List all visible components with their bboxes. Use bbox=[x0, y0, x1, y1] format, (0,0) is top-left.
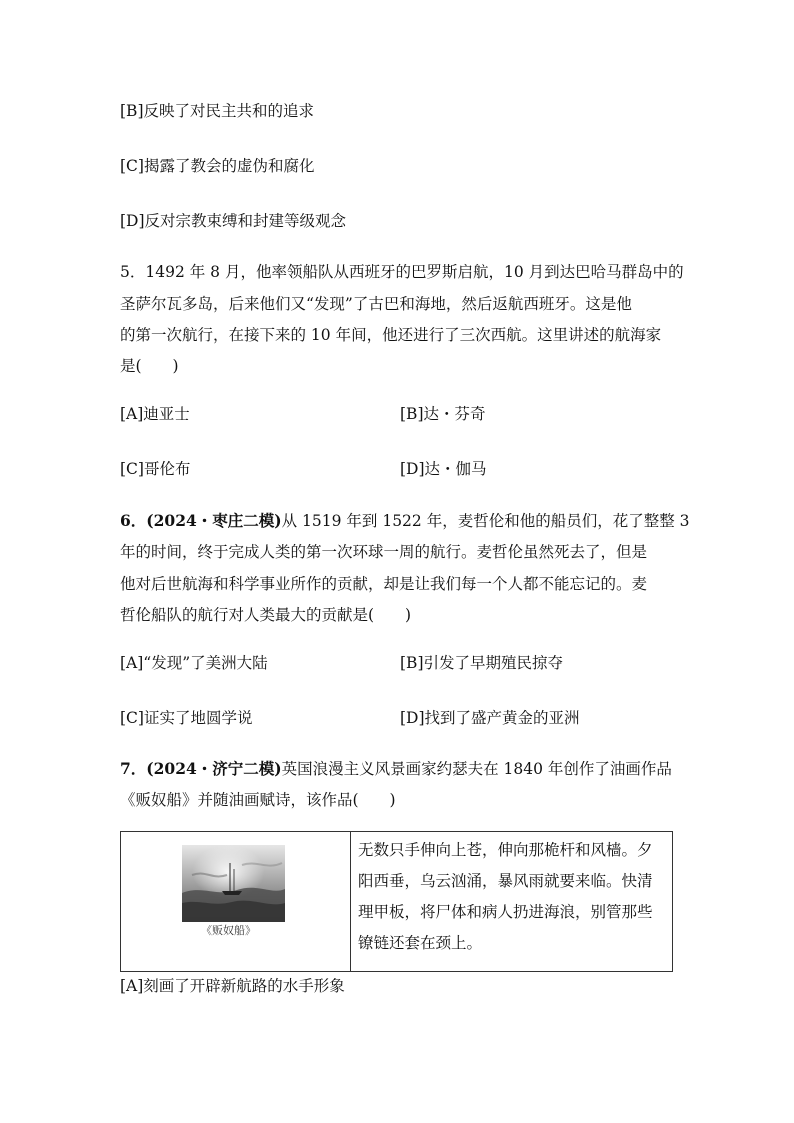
q6-line-2: 年的时间，终于完成人类的第一次环球一周的航行。麦哲伦虽然死去了，但是 bbox=[120, 543, 648, 561]
option-d-prev[interactable]: [D]反对宗教束缚和封建等级观念 bbox=[120, 212, 347, 230]
q7-line-1 bbox=[120, 759, 672, 779]
painting-caption: 《贩奴船》 bbox=[201, 924, 256, 937]
q6-line-4: 哲伦船队的航行对人类最大的贡献是( ) bbox=[120, 606, 412, 624]
q7-line-2: 《贩奴船》并随油画赋诗，该作品( ) bbox=[120, 791, 396, 809]
poem-line-2: 阳西垂，乌云汹涌，暴风雨就要来临。快清 bbox=[358, 872, 653, 890]
q6-option-a[interactable]: [A]“发现”了美洲大陆 bbox=[120, 654, 268, 672]
q6-number: 6． bbox=[120, 511, 147, 530]
poem-line-4: 镣链还套在颈上。 bbox=[358, 934, 483, 952]
q6-line-1 bbox=[120, 511, 690, 531]
q5-line-3: 的第一次航行，在接下来的 10 年间，他还进行了三次西航。这里讲述的航海家 bbox=[120, 326, 662, 344]
q5-option-d[interactable]: [D]达・伽马 bbox=[400, 460, 487, 478]
q6-source: (2024・枣庄二模) bbox=[146, 511, 282, 530]
table-divider bbox=[350, 832, 351, 971]
option-c-prev[interactable]: [C]揭露了教会的虚伪和腐化 bbox=[120, 157, 315, 175]
q7-number: 7． bbox=[120, 759, 147, 778]
slave-ship-painting bbox=[182, 845, 285, 922]
poem-text bbox=[358, 835, 670, 959]
poem-line-1: 无数只手伸向上苍，伸向那桅杆和风樯。夕 bbox=[358, 841, 653, 859]
q5-option-c[interactable]: [C]哥伦布 bbox=[120, 460, 191, 478]
q6-line-3: 他对后世航海和科学事业所作的贡献，却是让我们每一个人都不能忘记的。麦 bbox=[120, 575, 648, 593]
q6-option-d[interactable]: [D]找到了盛产黄金的亚洲 bbox=[400, 709, 580, 727]
q5-line-4: 是( ) bbox=[120, 357, 179, 375]
material-table bbox=[120, 831, 673, 972]
option-b-prev[interactable]: [B]反映了对民主共和的追求 bbox=[120, 102, 314, 120]
q6-option-b[interactable]: [B]引发了早期殖民掠夺 bbox=[400, 654, 563, 672]
q6-option-c[interactable]: [C]证实了地圆学说 bbox=[120, 709, 253, 727]
q5-line-1: 5．1492 年 8 月，他率领船队从西班牙的巴罗斯启航，10 月到达巴哈马群岛中的 bbox=[120, 263, 684, 281]
q7-line-1-text: 英国浪漫主义风景画家约瑟夫在 1840 年创作了油画作品 bbox=[281, 760, 672, 778]
q5-option-a[interactable]: [A]迪亚士 bbox=[120, 405, 190, 423]
q5-line-2: 圣萨尔瓦多岛，后来他们又“发现”了古巴和海地，然后返航西班牙。这是他 bbox=[120, 295, 632, 313]
q7-source: (2024・济宁二模) bbox=[146, 759, 282, 778]
q7-option-a[interactable]: [A]刻画了开辟新航路的水手形象 bbox=[120, 977, 345, 995]
poem-line-3: 理甲板，将尸体和病人扔进海浪，别管那些 bbox=[358, 903, 653, 921]
q5-option-b[interactable]: [B]达・芬奇 bbox=[400, 405, 486, 423]
q6-line-1-text: 从 1519 年到 1522 年，麦哲伦和他的船员们，花了整整 3 bbox=[281, 512, 690, 530]
